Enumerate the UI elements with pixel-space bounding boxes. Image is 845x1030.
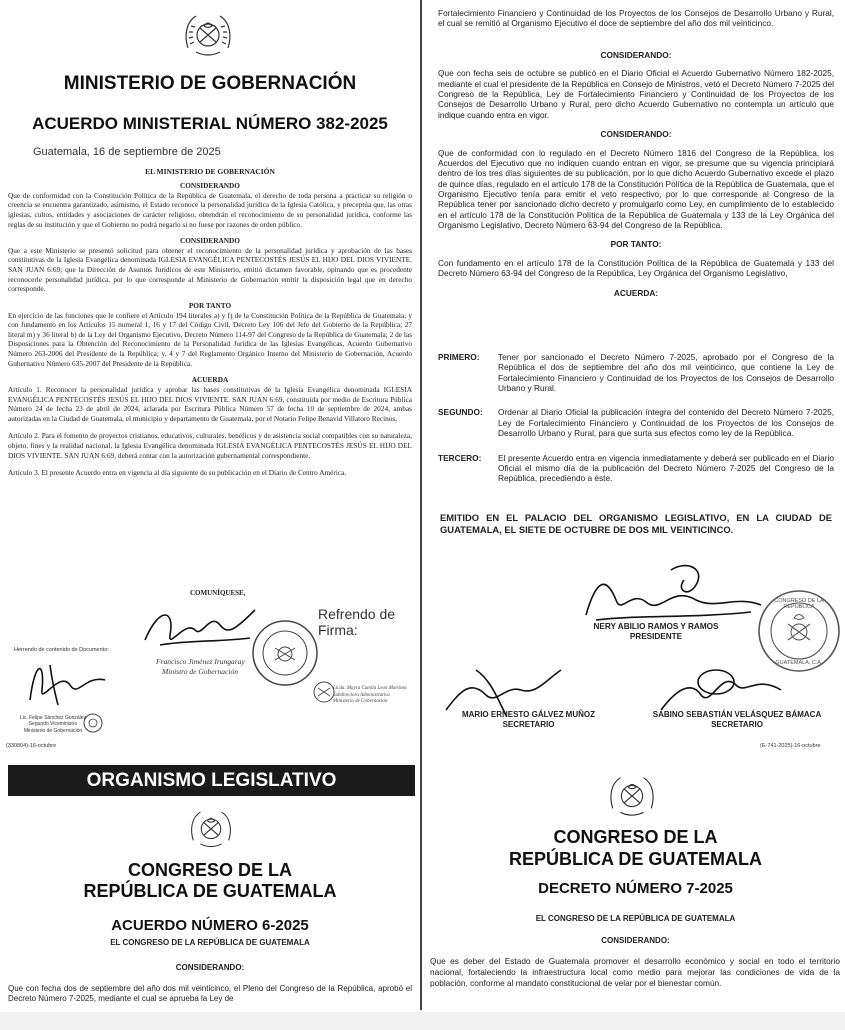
- coat-of-arms-icon: [606, 770, 658, 820]
- lic-block: [8, 715, 98, 734]
- agreement-title: ACUERDO MINISTERIAL NÚMERO 382-2025: [32, 114, 388, 133]
- congress-line-1: CONGRESO DE LA: [553, 827, 718, 847]
- bottom-strip: [0, 1012, 845, 1030]
- lic-org: Ministerio de Gobernación: [23, 727, 83, 734]
- column-divider: [420, 0, 422, 1010]
- herrendo-label: Herrendo de contenido de Documento:: [14, 647, 109, 653]
- minister-name: Francisco Jiménez Irungaray: [156, 657, 245, 666]
- acuerdo-6-text: Que con fecha dos de septiembre del año dos mil veinticinco, el Pleno del Congreso de la República, aprobó el Decreto Número 7-2025, mediante el cual se aprueba la Ley de: [8, 984, 412, 1004]
- decreto-considerando: CONSIDERANDO:: [601, 936, 670, 945]
- considerando-paragraph: Que de conformidad con lo regulado en el Decreto Número 1816 del Congreso de la República, los Acuerdos del Ejecutivo que no indiquen cuando entran en vigor, se presume que su vigencia principiará dentro de los tres días siguientes de su publicación, por lo que dicho Acuerdo Gubernativo excede el plazo de quince días, regulado en el artículo 178 de la Constitución Política de la República de Guatemala, que el Organismo Ejecutivo tenía para emitir el veto respectivo, por lo que corresponde al Congreso de la República tener por sancionado dicho decreto y promulgarlo como Ley, en cumplimiento de lo establecido en el artículo 178 de la Constitución Política de la República de Guatemala y 133 de la Ley Orgánica del Organismo Legislativo, Decreto Número 63-94 del Congreso de la República.: [438, 147, 834, 231]
- secretary-2-block: [631, 710, 843, 730]
- por-tanto-paragraph: En ejercicio de las funciones que le confiere el Artículo 194 literales a) y f) de la Constitución Política de la República de Guatemala; y con fundamento en los Artículos 15 numeral 1, 16 y 17 del Código Civil, Decreto Ley 106 del Jefe del Gobierno de la República; 27 literal m) y 36 literal b) de la Ley del Organismo Ejecutivo, Decreto Número 114-97 del Congreso de la República de Guatemala; 2 de las Disposiciones para la Obtención del Reconocimiento de la Personalidad Jurídica de las Iglesias Evangélicas, Acuerdo Gubernativo Número 263-2006 del Presidente de la República; y, 4 y 7 del Reglamento Orgánico Interno del Ministerio de Gobernación, Acuerdo Gubernativo Número 635-2007 del Presidente de la República.: [8, 310, 412, 368]
- right-body: [438, 50, 834, 299]
- lic-name: Lic. Felipe Sánchez González: [19, 715, 87, 721]
- refrendo-label: Refrendo de Firma:: [318, 606, 396, 638]
- considerando-paragraph: Que con fecha seis de octubre se publicó en el Diario Oficial el Acuerdo Gubernativo Número 182-2025, mediante el cual el presidente de la República en Consejo de Ministros, vetó el Decreto Número 7-2025 del Congreso de la República, Ley de Fortalecimiento Financiero y Continuidad de los Proyectos de los Consejos de Desarrollo Urbano y Rural, pero dicho Acuerdo Gubernativo no contempla un artículo que indique cuando entra en vigor.: [438, 68, 834, 120]
- president-block: [556, 622, 756, 643]
- left-body: [8, 181, 412, 478]
- vice-signer-title: Subdirectora Administrativa: [333, 692, 390, 698]
- considerando-paragraph: Que a este Ministerio se presentó solicitud para obtener el reconocimiento de la personalidad jurídica y aprobación de las bases constitutivas de la Iglesia Evangélica denominada IGLESIA EVANGÉLICA PENTECOSTÉS JESÚS EL HIJO DEL DIOS VIVIENTE. SAN JUAN 6:69; que la Dirección de Asuntos Jurídicos de este Ministerio, emitió dictamen favorable, opinando que es procedente reconocerle personalidad jurídica, por lo que corresponde al Ministerio de Gobernación emitir la disposición legal que en derecho corresponde.: [8, 245, 412, 294]
- resolution-label: PRIMERO:: [438, 352, 480, 362]
- vice-signer-block: [333, 686, 407, 706]
- resolution-list: [438, 352, 834, 484]
- congress-line-2: REPÚBLICA DE GUATEMALA: [83, 881, 337, 901]
- resolution-text: El presente Acuerdo entra en vigencia inmediatamente y deberá ser publicado en el Diario Oficial el mismo día de la publicación del Decreto Número 7-2025 del Congreso de la República, precediendo a éste.: [498, 452, 834, 484]
- resolution-item: [438, 453, 834, 484]
- considerando-heading: CONSIDERANDO:: [600, 129, 672, 140]
- decreto-text: Que es deber del Estado de Guatemala promover el desarrollo económico y social en todo el territorio nacional, fortaleciendo la infraestructura local como medio para mejorar las condiciones de vida de la población, conforme al mandato constitucional de velar por el bienestar común.: [430, 956, 840, 988]
- considerando-heading: CONSIDERANDO: [179, 181, 240, 190]
- secretary-2-title: SECRETARIO: [711, 720, 763, 729]
- secretary-2-name: SABINO SEBASTIÁN VELÁSQUEZ BÁMACA: [652, 710, 822, 719]
- resolution-text: Ordenar al Diario Oficial la publicación íntegra del contenido del Decreto Número 7-2025, Ley de Fortalecimiento Financiero y Continuidad de los Proyectos de los Consejos de Desarrollo Urbano y Rural, para que surta sus efectos como ley de la República.: [498, 407, 834, 439]
- secretary-1-name: MARIO ERNESTO GÁLVEZ MUÑOZ: [461, 710, 596, 719]
- decreto-title: DECRETO NÚMERO 7-2025: [538, 880, 733, 897]
- resolution-label: TERCERO:: [438, 452, 482, 463]
- decreto-issuer: EL CONGRESO DE LA REPÚBLICA DE GUATEMALA: [535, 914, 736, 923]
- congress-heading: [0, 860, 420, 902]
- article-3: Artículo 3. El presente Acuerdo entra en vigencia al día siguiente de su publicación en el Diario de Centro América.: [8, 468, 347, 478]
- acuerdo-6-issuer: EL CONGRESO DE LA REPÚBLICA DE GUATEMALA: [110, 938, 310, 947]
- congress-line-1: CONGRESO DE LA: [127, 860, 292, 880]
- por-tanto-heading: POR TANTO:: [610, 239, 662, 250]
- lic-signature: [20, 650, 110, 710]
- acuerda-heading: ACUERDA:: [613, 288, 659, 299]
- president-title: PRESIDENTE: [629, 632, 683, 642]
- ministry-title: MINISTERIO DE GOBERNACIÓN: [63, 73, 357, 94]
- considerando-heading: CONSIDERANDO:: [600, 50, 672, 60]
- ministry-seal-icon: [250, 618, 320, 688]
- coat-of-arms-icon: [182, 8, 234, 60]
- por-tanto-paragraph: Con fundamento en el artículo 178 de la Constitución Política de la República de Guatemala y 133 del Decreto Número 63-94 del Congreso de la República, Ley Orgánica del Organismo Legislativo,: [438, 257, 834, 279]
- acuerdo-6-title: ACUERDO NÚMERO 6-2025: [111, 917, 309, 934]
- reference-code: (E-741-2025)-16-octubre: [760, 743, 821, 749]
- issuer-heading: EL MINISTERIO DE GOBERNACIÓN: [145, 167, 275, 176]
- reference-code: (330804)-16-octubre: [6, 743, 57, 749]
- right-column: [426, 0, 845, 1010]
- resolution-text: Tener por sancionado el Decreto Número 7-2025, aprobado por el Congreso de la República el dos de septiembre del año dos mil veinticinco, que contiene la Ley de Fortalecimiento Financiero y Continuidad de los Proyectos de los Consejos de Desarrollo Urbano y Rural.: [498, 352, 834, 394]
- minister-title: Ministro de Gobernación: [162, 667, 238, 676]
- resolution-item: [438, 407, 834, 438]
- coat-of-arms-icon: [187, 805, 235, 851]
- congress-line-2: REPÚBLICA DE GUATEMALA: [509, 849, 762, 869]
- date-line: Guatemala, 16 de septiembre de 2025: [33, 146, 221, 158]
- seal-text-top: CONGRESO DE LA REPÚBLICA: [774, 598, 824, 611]
- congress-heading: [426, 826, 845, 870]
- vice-signer-name: Licda. Mayra Camila Leon Martinez: [333, 686, 407, 691]
- president-name: NERY ABILIO RAMOS Y RAMOS: [593, 622, 719, 631]
- lic-title: Segundo Viceministro: [28, 721, 78, 728]
- vice-signer-org: Ministerio de Gobernación: [333, 699, 388, 704]
- article-1: Artículo 1. Reconocer la personalidad jurídica y aprobar las bases constitutivas de la Iglesia Evangélica denominada IGLESIA EVANGÉLICA PENTECOSTÉS JESÚS EL HIJO DEL DIOS VIVIENTE. SAN JUAN 6:69, constituida por medio de Escritura Pública Número 24 de fecha 23 de abril de 2024, aclarada por Escritura Pública Número 57 de fecha 10 de septiembre de 2024, ambas autorizadas en la Ciudad de Guatemala, el municipio y departamento de Guatemala, por el Notario Felipe Benavid Villatoro Recinos.: [8, 384, 412, 423]
- article-2: Artículo 2. Para el fomento de proyectos cristianos, educativos, culturales, benéficos y de asistencia social compatibles con su naturaleza, objeto, fines y la realidad nacional, la Iglesia Evangélica denominada IGLESIA EVANGÉLICA PENTECOSTÉS JESÚS EL HIJO DEL DIOS VIVIENTE. SAN JUAN 6:69, deberá contar con la autorización gubernamental correspondiente.: [8, 431, 412, 460]
- considerando-heading: CONSIDERANDO: [179, 236, 240, 246]
- por-tanto-heading: POR TANTO: [188, 300, 232, 310]
- organismo-legislativo-banner: ORGANISMO LEGISLATIVO: [8, 765, 415, 796]
- acuerda-heading: ACUERDA: [191, 375, 229, 385]
- secretary-1-title: SECRETARIO: [502, 720, 555, 729]
- left-column: [0, 0, 420, 1010]
- acuerdo-6-considerando: CONSIDERANDO:: [175, 963, 245, 972]
- minister-signature: [140, 600, 260, 660]
- comuniquese-label: COMUNÍQUESE,: [190, 589, 246, 597]
- emitido-statement: EMITIDO EN EL PALACIO DEL ORGANISMO LEGISLATIVO, EN LA CIUDAD DE GUATEMALA, EL SIETE DE OCTUBRE DE DOS MIL VEINTICINCO.: [440, 512, 832, 536]
- considerando-paragraph: Que de conformidad con la Constitución Política de la República de Guatemala, el derecho de toda persona a practicar su religión o creencia se encuentra garantizado, asimismo, el Estado reconoce la personalidad jurídica de la Iglesia Católica, y preceptúa que, las otras iglesias, cultos, entidades y asociaciones de carácter religioso, obtendrán el reconocimiento de su personalidad jurídica, conforme las reglas de su institución y que el Gobierno no podrá negarlo si no fuese por razones de orden público.: [8, 190, 412, 229]
- seal-text-bottom: GUATEMALA, C.A.: [775, 660, 823, 666]
- right-continuation: Fortalecimiento Financiero y Continuidad de los Proyectos de los Consejos de Desarrollo Urbano y Rural, el cual se remitió al Organismo Ejecutivo el doce de septiembre del año dos mil veinticinco.: [438, 8, 834, 29]
- resolution-item: [438, 352, 834, 393]
- secretary-1-block: [426, 710, 631, 730]
- resolution-label: SEGUNDO:: [438, 407, 483, 418]
